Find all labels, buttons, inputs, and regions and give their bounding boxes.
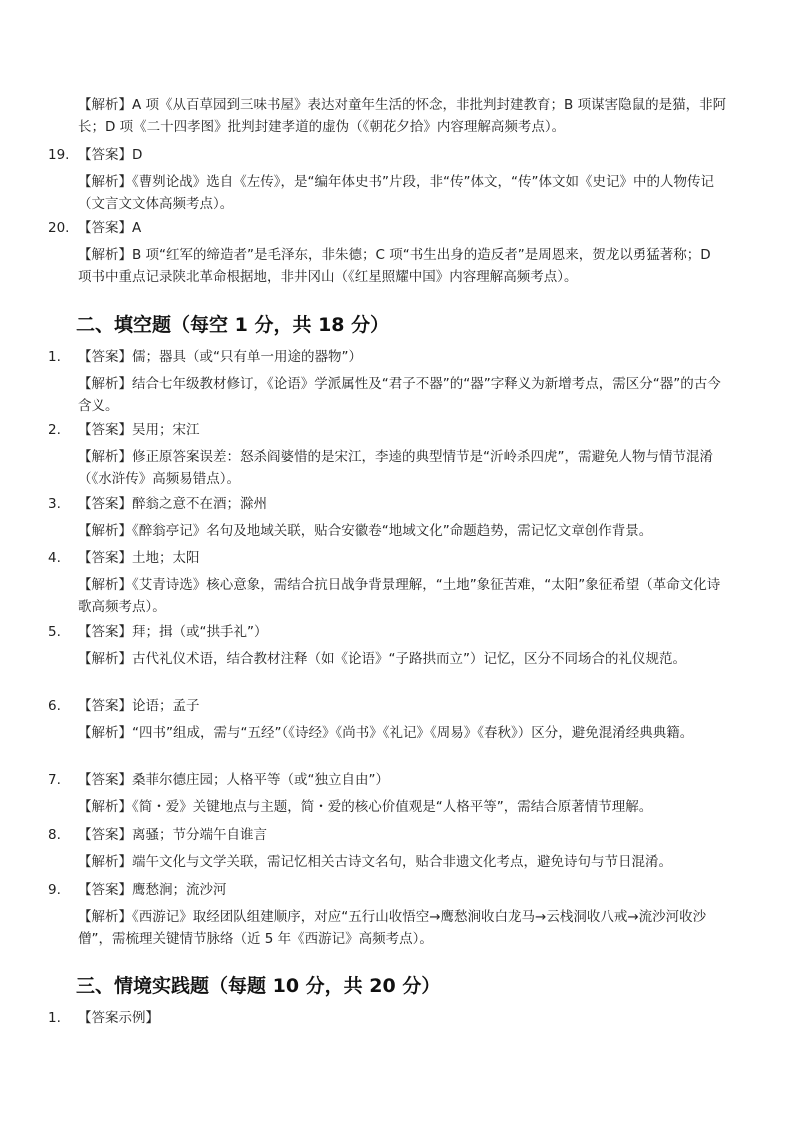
item-number: 1. [48,349,61,365]
item-number: 5. [48,624,61,640]
explanation-text: 【解析】端午文化与文学关联，需记忆相关古诗文名句，贴合非遗文化考点，避免诗句与节日混淆。 [78,854,672,870]
answer-item [48,824,728,846]
explanation-text: 【解析】古代礼仪术语，结合教材注释（如《论语》“子路拱而立”）记忆，区分不同场合的礼仪规范。 [78,651,686,667]
answer-text: 【答案】儒；器具（或“只有单一用途的器物”） [78,349,362,365]
answer-item [48,879,728,901]
item-number: 6. [48,698,61,714]
answer-text: 【答案】鹰愁涧；流沙河 [78,882,227,898]
answer-item [48,621,728,643]
answer-text: 【答案】土地；太阳 [78,550,200,566]
explanation-text: 【解析】《西游记》取经团队组建顺序，对应“五行山收悟空→鹰愁涧收白龙马→云栈洞收八戒→流沙河收沙僧”，需梳理关键情节脉络（近 5 年《西游记》高频考点）。 [78,909,707,947]
explanation-text: 【解析】《简・爱》关键地点与主题，简・爱的核心价值观是“人格平等”，需结合原著情节理解。 [78,799,653,815]
explanation-text: 【解析】A 项《从百草园到三味书屋》表达对童年生活的怀念，非批判封建教育；B 项谋害隐鼠的是猫，非阿长；D 项《二十四孝图》批判封建孝道的虚伪（《朝花夕拾》内容理解高频考点）。 [78,97,727,135]
section-title: 三、情境实践题（每题 10 分，共 20 分） [76,975,441,997]
item-number: 19. [48,147,70,163]
answer-item [48,217,728,239]
answer-item [48,769,728,791]
explanation-text: 【解析】结合七年级教材修订，《论语》学派属性及“君子不器”的“器”字释义为新增考点，需区分“器”的古今含义。 [78,376,721,414]
explanation-text: 【解析】《艾青诗选》核心意象，需结合抗日战争背景理解，“土地”象征苦难，“太阳”象征希望（革命文化诗歌高频考点）。 [78,577,721,615]
answer-item [48,419,728,441]
item-number: 4. [48,550,61,566]
explanation-text: 【解析】《曹刿论战》选自《左传》，是“编年体史书”片段，非“传”体文，“传”体文如《史记》中的人物传记（文言文文体高频考点）。 [78,174,714,212]
answer-item [48,346,728,368]
answer-text: 【答案】离骚；节分端午自谁言 [78,827,267,843]
answer-text: 【答案示例】 [78,1010,159,1026]
answer-text: 【答案】拜；揖（或“拱手礼”） [78,624,268,640]
answer-item [48,144,728,166]
explanation-text: 【解析】修正原答案误差：怒杀阎婆惜的是宋江，李逵的典型情节是“沂岭杀四虎”，需避免人物与情节混淆（《水浒传》高频易错点）。 [78,449,713,487]
answer-item [48,695,728,717]
item-number: 3. [48,496,61,512]
answer-item [48,493,728,515]
answer-text: 【答案】论语；孟子 [78,698,200,714]
item-number: 9. [48,882,61,898]
answer-text: 【答案】醉翁之意不在酒；滁州 [78,496,267,512]
item-number: 1. [48,1010,61,1026]
answer-item [48,1007,728,1029]
item-number: 7. [48,772,61,788]
answer-text: 【答案】D [78,147,143,163]
item-number: 8. [48,827,61,843]
answer-item [48,547,728,569]
answer-text: 【答案】A [78,220,142,236]
explanation-text: 【解析】B 项“红军的缔造者”是毛泽东，非朱德；C 项“书生出身的造反者”是周恩来，贺龙以勇猛著称；D 项书中重点记录陕北革命根据地，非井冈山（《红星照耀中国》内容理解高频考点）。 [78,247,711,285]
item-number: 2. [48,422,61,438]
section-title: 二、填空题（每空 1 分，共 18 分） [76,314,390,336]
answer-text: 【答案】桑菲尔德庄园；人格平等（或“独立自由”） [78,772,389,788]
item-number: 20. [48,220,70,236]
explanation-text: 【解析】《醉翁亭记》名句及地域关联，贴合安徽卷“地域文化”命题趋势，需记忆文章创作背景。 [78,523,653,539]
explanation-text: 【解析】“四书”组成，需与“五经”（《诗经》《尚书》《礼记》《周易》《春秋》）区分，避免混淆经典典籍。 [78,725,694,741]
answer-text: 【答案】吴用；宋江 [78,422,200,438]
